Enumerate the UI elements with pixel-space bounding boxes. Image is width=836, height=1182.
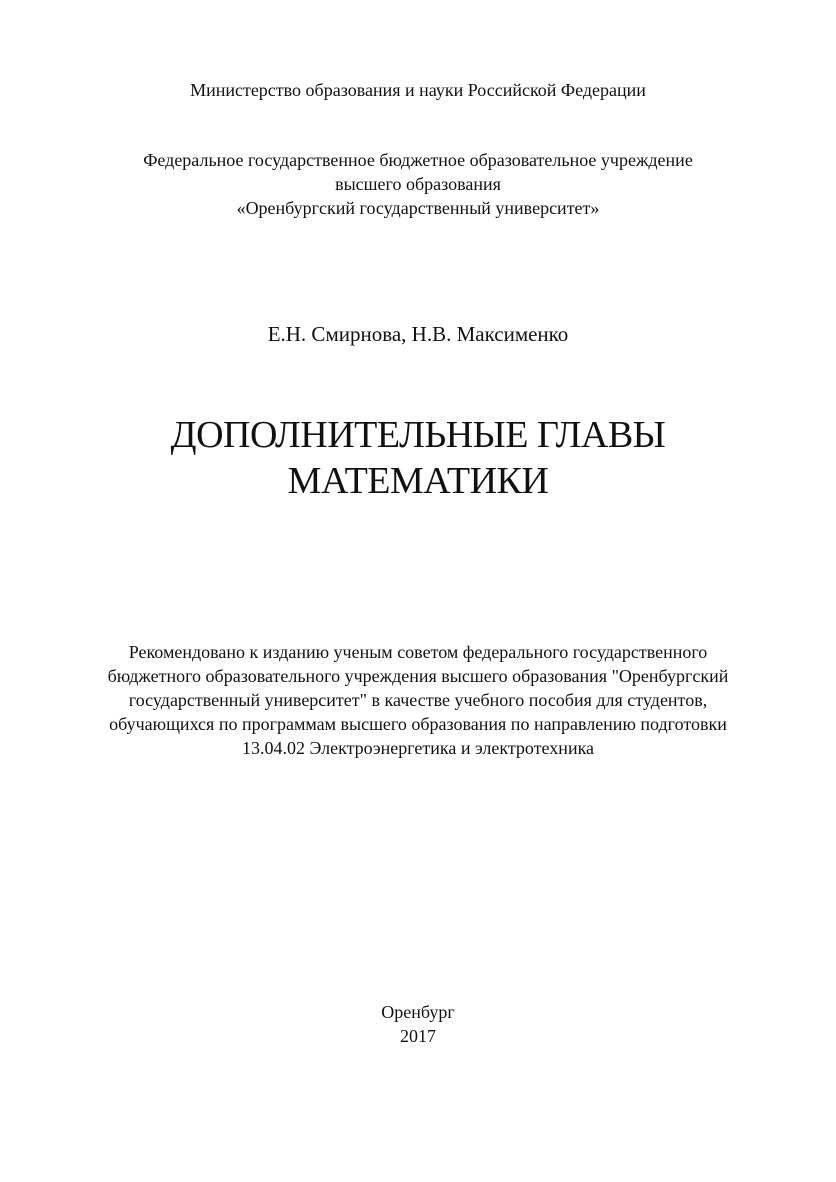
institution-line-3: «Оренбургский государственный университет» <box>236 198 600 218</box>
ministry-name: Министерство образования и науки Российской Федерации <box>190 80 646 100</box>
title-line-1: ДОПОЛНИТЕЛЬНЫЕ ГЛАВЫ <box>170 414 666 456</box>
institution-line-1: Федеральное государственное бюджетное образовательное учреждение <box>143 150 693 170</box>
recommendation-line-4: обучающихся по программам высшего образования по направлению подготовки <box>109 714 727 734</box>
recommendation-line-2: бюджетного образовательного учреждения высшего образования "Оренбургский <box>107 666 729 686</box>
authors: Е.Н. Смирнова, Н.В. Максименко <box>267 322 569 346</box>
publication-year: 2017 <box>400 1026 436 1046</box>
document-title <box>0 412 836 504</box>
institution-block <box>0 148 836 220</box>
recommendation-line-5: 13.04.02 Электроэнергетика и электротехника <box>241 738 595 758</box>
institution-line-2: высшего образования <box>335 174 501 194</box>
recommendation-line-3: государственный университет" в качестве учебного пособия для студентов, <box>128 690 708 710</box>
recommendation-block <box>0 640 836 760</box>
title-line-2: МАТЕМАТИКИ <box>287 460 549 502</box>
publication-city: Оренбург <box>381 1002 455 1022</box>
recommendation-line-1: Рекомендовано к изданию ученым советом федерального государственного <box>128 642 708 662</box>
